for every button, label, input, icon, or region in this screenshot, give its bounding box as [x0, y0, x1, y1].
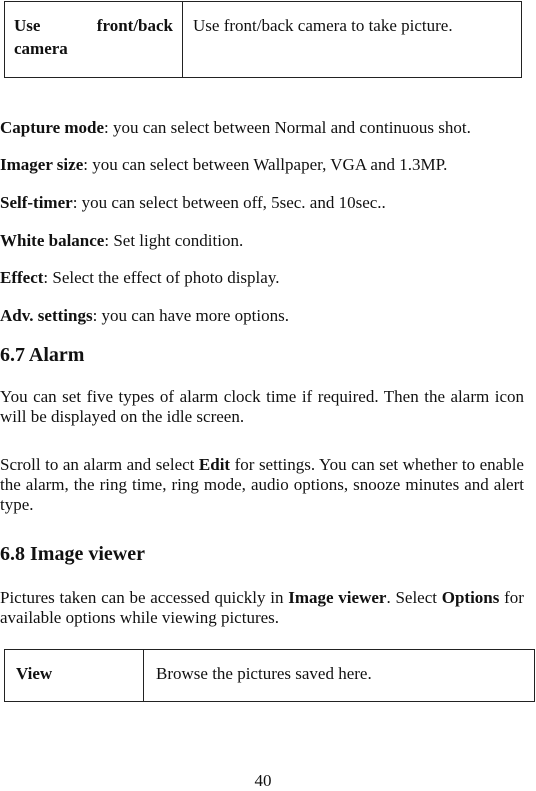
bold-term-image-viewer: Image viewer	[288, 588, 387, 607]
text-run: . Select	[386, 588, 442, 607]
option-term: Imager size	[0, 155, 84, 174]
text-run: for available options while viewing pictures.	[0, 588, 524, 627]
option-term: White balance	[0, 231, 105, 250]
camera-options-table	[4, 1, 522, 78]
image-viewer-options-table	[4, 649, 535, 702]
label-line-2: camera	[14, 39, 68, 58]
bold-term-options: Options	[441, 588, 500, 607]
option-self-timer	[0, 193, 524, 213]
option-effect	[0, 268, 524, 288]
option-term: Effect	[0, 268, 44, 287]
option-text: : Set light condition.	[104, 231, 244, 250]
alarm-paragraph-1: You can set five types of alarm clock time if required. Then the alarm icon will be displayed on the idle screen.	[0, 387, 524, 426]
page-number: 40	[254, 771, 272, 790]
text-run: Scroll to an alarm and select	[0, 455, 199, 474]
option-term: Self-timer	[0, 193, 73, 212]
section-heading-alarm: 6.7 Alarm	[0, 344, 85, 366]
option-text: : you can have more options.	[92, 306, 289, 325]
option-term: Capture mode	[0, 118, 105, 137]
option-text: : you can select between Normal and continuous shot.	[104, 118, 471, 137]
table-cell-label: View	[5, 650, 144, 702]
option-text: : you can select between off, 5sec. and 10sec..	[72, 193, 386, 212]
table-row	[5, 2, 522, 78]
image-viewer-paragraph	[0, 588, 524, 628]
text-run: for settings. You can set whether to enable the alarm, the ring time, ring mode, audio options, snooze minutes and alert type.	[0, 455, 524, 514]
option-capture-mode	[0, 118, 524, 138]
option-imager-size	[0, 155, 524, 175]
label-line-1: Use front/back	[14, 16, 173, 35]
option-white-balance	[0, 231, 524, 251]
table-row	[5, 650, 535, 702]
section-heading-image-viewer: 6.8 Image viewer	[0, 543, 145, 565]
table-cell-description: Browse the pictures saved here.	[144, 650, 535, 702]
bold-term-edit: Edit	[198, 455, 231, 474]
option-text: : Select the effect of photo display.	[43, 268, 280, 287]
option-text: : you can select between Wallpaper, VGA and 1.3MP.	[83, 155, 448, 174]
text-run: Pictures taken can be accessed quickly in	[0, 588, 289, 607]
table-cell-label	[5, 2, 183, 78]
alarm-paragraph-2	[0, 455, 524, 515]
option-term: Adv. settings	[0, 306, 93, 325]
option-adv-settings	[0, 306, 524, 326]
table-cell-description: Use front/back camera to take picture.	[183, 2, 522, 78]
